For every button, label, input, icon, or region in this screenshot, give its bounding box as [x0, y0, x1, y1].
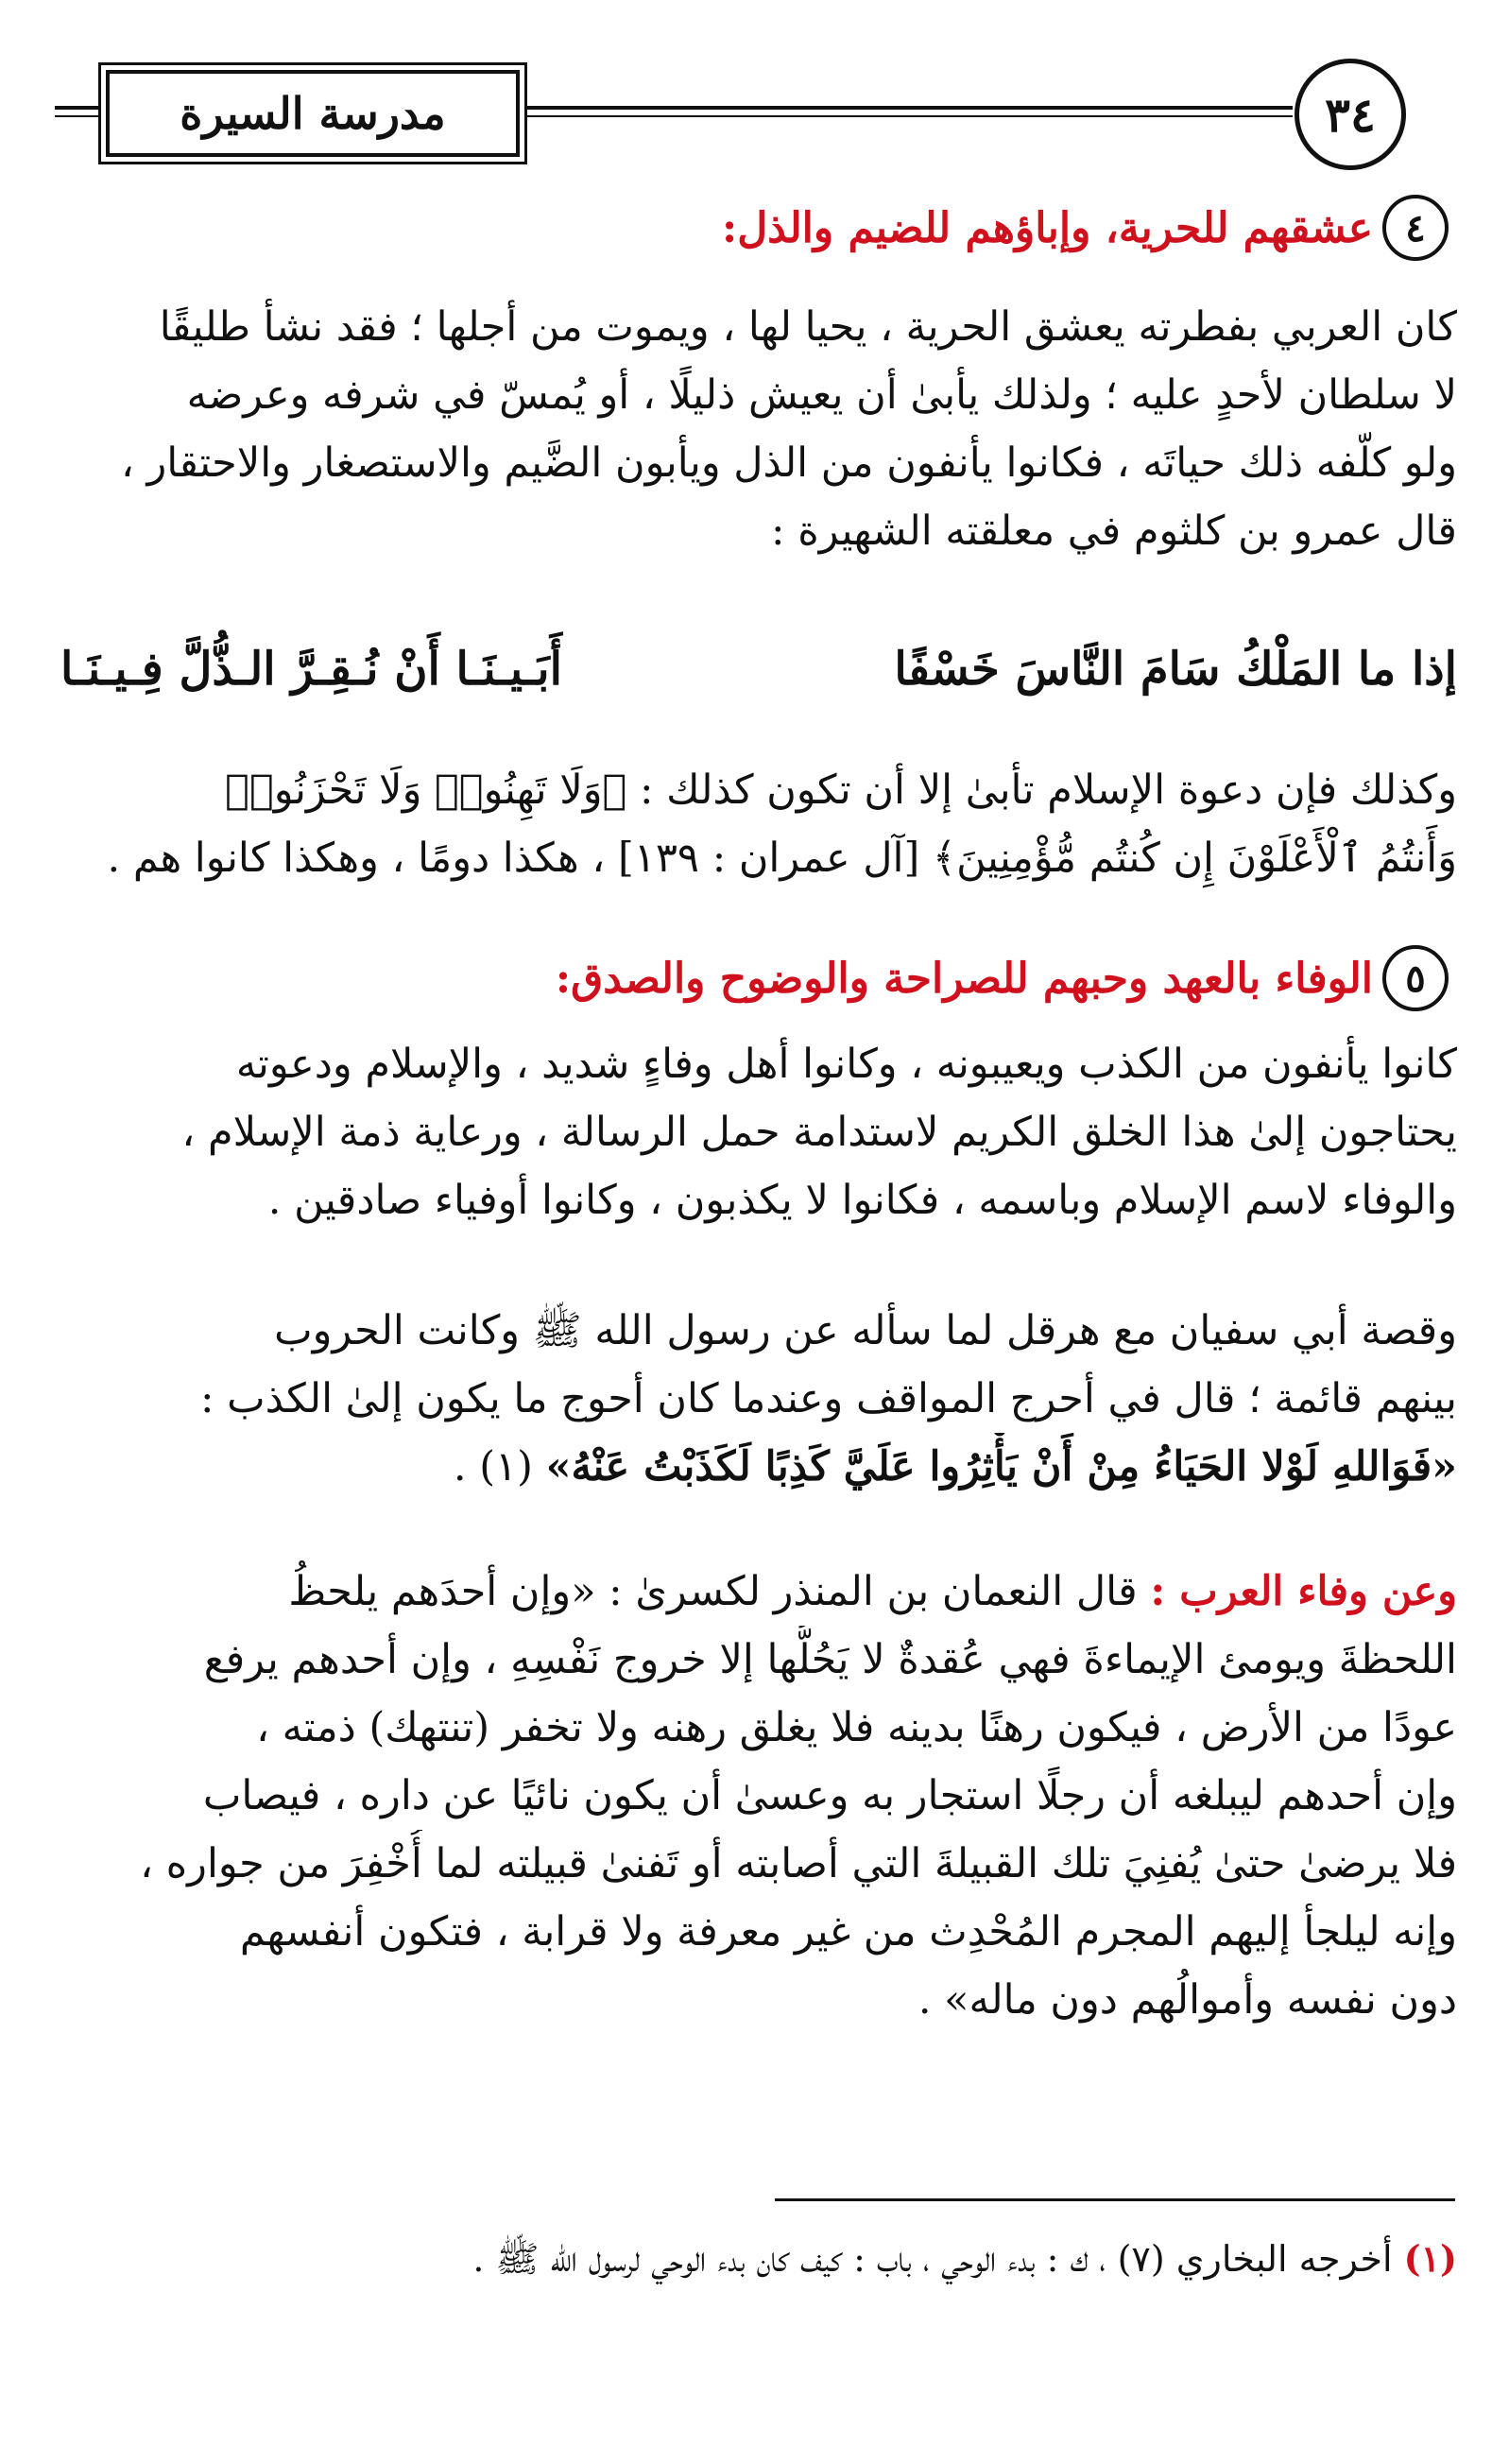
text-line: كانوا يأنفون من الكذب ويعيبونه ، وكانوا أهل وفاءٍ شديد ، والإسلام ودعوته — [235, 1041, 1457, 1088]
text-line: اللحظةَ ويومئ الإيماءةَ فهي عُقدةٌ لا يَحُلُّها إلا خروج نَفْسِهِ ، وإن أحدهم يرفع — [203, 1636, 1457, 1683]
section-number-circle: ٥ — [1382, 945, 1449, 1011]
text-line: بينهم قائمة ؛ قال في أحرج المواقف وعندما كان أحوج ما يكون إلىٰ الكذب : — [200, 1375, 1457, 1422]
quote-line — [60, 1433, 1457, 1501]
text-line: يحتاجون إلىٰ هذا الخلق الكريم لاستدامة حمل الرسالة ، ورعاية ذمة الإسلام ، — [181, 1109, 1457, 1156]
paragraph-first-text: قال النعمان بن المنذر لكسرىٰ : «وإن أحدَهم يلحظُ — [288, 1568, 1138, 1615]
text-line: كان العربي بفطرته يعشق الحرية ، يحيا لها ، ويموت من أجلها ؛ فقد نشأ طليقًا — [159, 303, 1457, 351]
text-line: وإن أحدهم ليبلغه أن رجلًا استجار به وعسىٰ أن يكون نائيًا عن داره ، فيصاب — [202, 1772, 1457, 1819]
text-line: وَأَنتُمُ ٱلْأَعْلَوْنَ إِن كُنتُم مُّؤْمِنِينَ﴾ [آل عمران : ١٣٩] ، هكذا دومًا ، وهكذا كانوا هم . — [107, 835, 1457, 882]
section5-paragraph — [60, 1030, 1457, 1234]
text-line: عودًا من الأرض ، فيكون رهنًا بدينه فلا يغلق رهنه ولا تخفر (تنتهك) ذمته ، — [256, 1704, 1457, 1751]
page-number-badge — [1295, 59, 1406, 170]
section4-paragraph-2 — [60, 756, 1457, 892]
footnote-separator — [775, 2198, 1455, 2201]
footnote-marker: (١) — [1403, 2237, 1457, 2280]
page-number: ٣٤ — [1325, 86, 1376, 143]
poem-verse — [60, 643, 1457, 718]
text-line: دون نفسه وأموالُهم دون ماله» . — [917, 1976, 1457, 2024]
section5-paragraph-3 — [60, 1558, 1457, 2034]
footnote — [60, 2232, 1457, 2285]
running-title: مدرسة السيرة — [180, 88, 446, 139]
text-line: ولو كلّفه ذلك حياتَه ، فكانوا يأنفون من الذل ويأبون الضَّيم والاستصغار والاحتقار ، — [120, 439, 1457, 487]
poem-hemistich-left: أَبَـيـنَـا أَنْ نُـقِـرَّ الـذُّلَّ فِـيـنَـا — [60, 643, 562, 696]
footnote-text: أخرجه البخاري (٧) ، ك : بدء الوحي ، باب : كيف كان بدء الوحي لرسول الله ﷺ . — [472, 2238, 1393, 2280]
section5-paragraph-2 — [60, 1297, 1457, 1501]
text-line: لا سلطان لأحدٍ عليه ؛ ولذلك يأبىٰ أن يعيش ذليلًا ، أو يُمسّ في شرفه وعرضه — [186, 371, 1457, 419]
text-line: فلا يرضىٰ حتىٰ يُفنِيَ تلك القبيلةَ التي أصابته أو تَفنىٰ قبيلته لما أُخْفِرَ من جواره ، — [140, 1840, 1457, 1887]
section-number-circle: ٤ — [1382, 195, 1449, 261]
footnote-ref: (١) . — [453, 1443, 533, 1490]
section4-paragraph — [60, 293, 1457, 565]
section-title: عشقهم للحرية، وإباؤهم للضيم والذل: — [721, 203, 1373, 252]
running-title-frame — [106, 70, 520, 157]
hadith-quote: «فَوَاللهِ لَوْلا الحَيَاءُ مِنْ أَنْ يَأْثِرُوا عَلَيَّ كَذِبًا لَكَذَبْتُ عَنْهُ» — [545, 1443, 1457, 1490]
text-line: وكذلك فإن دعوة الإسلام تأبىٰ إلا أن تكون كذلك : ﴿وَلَا تَهِنُوا۟ وَلَا تَحْزَنُوا۟ — [225, 767, 1457, 814]
section-heading-5 — [556, 945, 1449, 1011]
text-line: والوفاء لاسم الإسلام وباسمه ، فكانوا لا يكذبون ، وكانوا أوفياء صادقين . — [267, 1177, 1457, 1224]
section-heading-4 — [722, 195, 1449, 261]
text-line: وقصة أبي سفيان مع هرقل لما سأله عن رسول الله ﷺ وكانت الحروب — [274, 1307, 1457, 1354]
text-line — [60, 1558, 1457, 1626]
paragraph-lead: وعن وفاء العرب : — [1150, 1568, 1457, 1615]
text-line: قال عمرو بن كلثوم في معلقته الشهيرة : — [771, 508, 1457, 555]
section-title: الوفاء بالعهد وحبهم للصراحة والوضوح والصدق: — [555, 954, 1373, 1003]
text-line: وإنه ليلجأ إليهم المجرم المُحْدِث من غير معرفة ولا قرابة ، فتكون أنفسهم — [239, 1908, 1457, 1956]
poem-hemistich-right: إذا ما المَلْكُ سَامَ النَّاسَ خَسْفًا — [894, 643, 1457, 696]
